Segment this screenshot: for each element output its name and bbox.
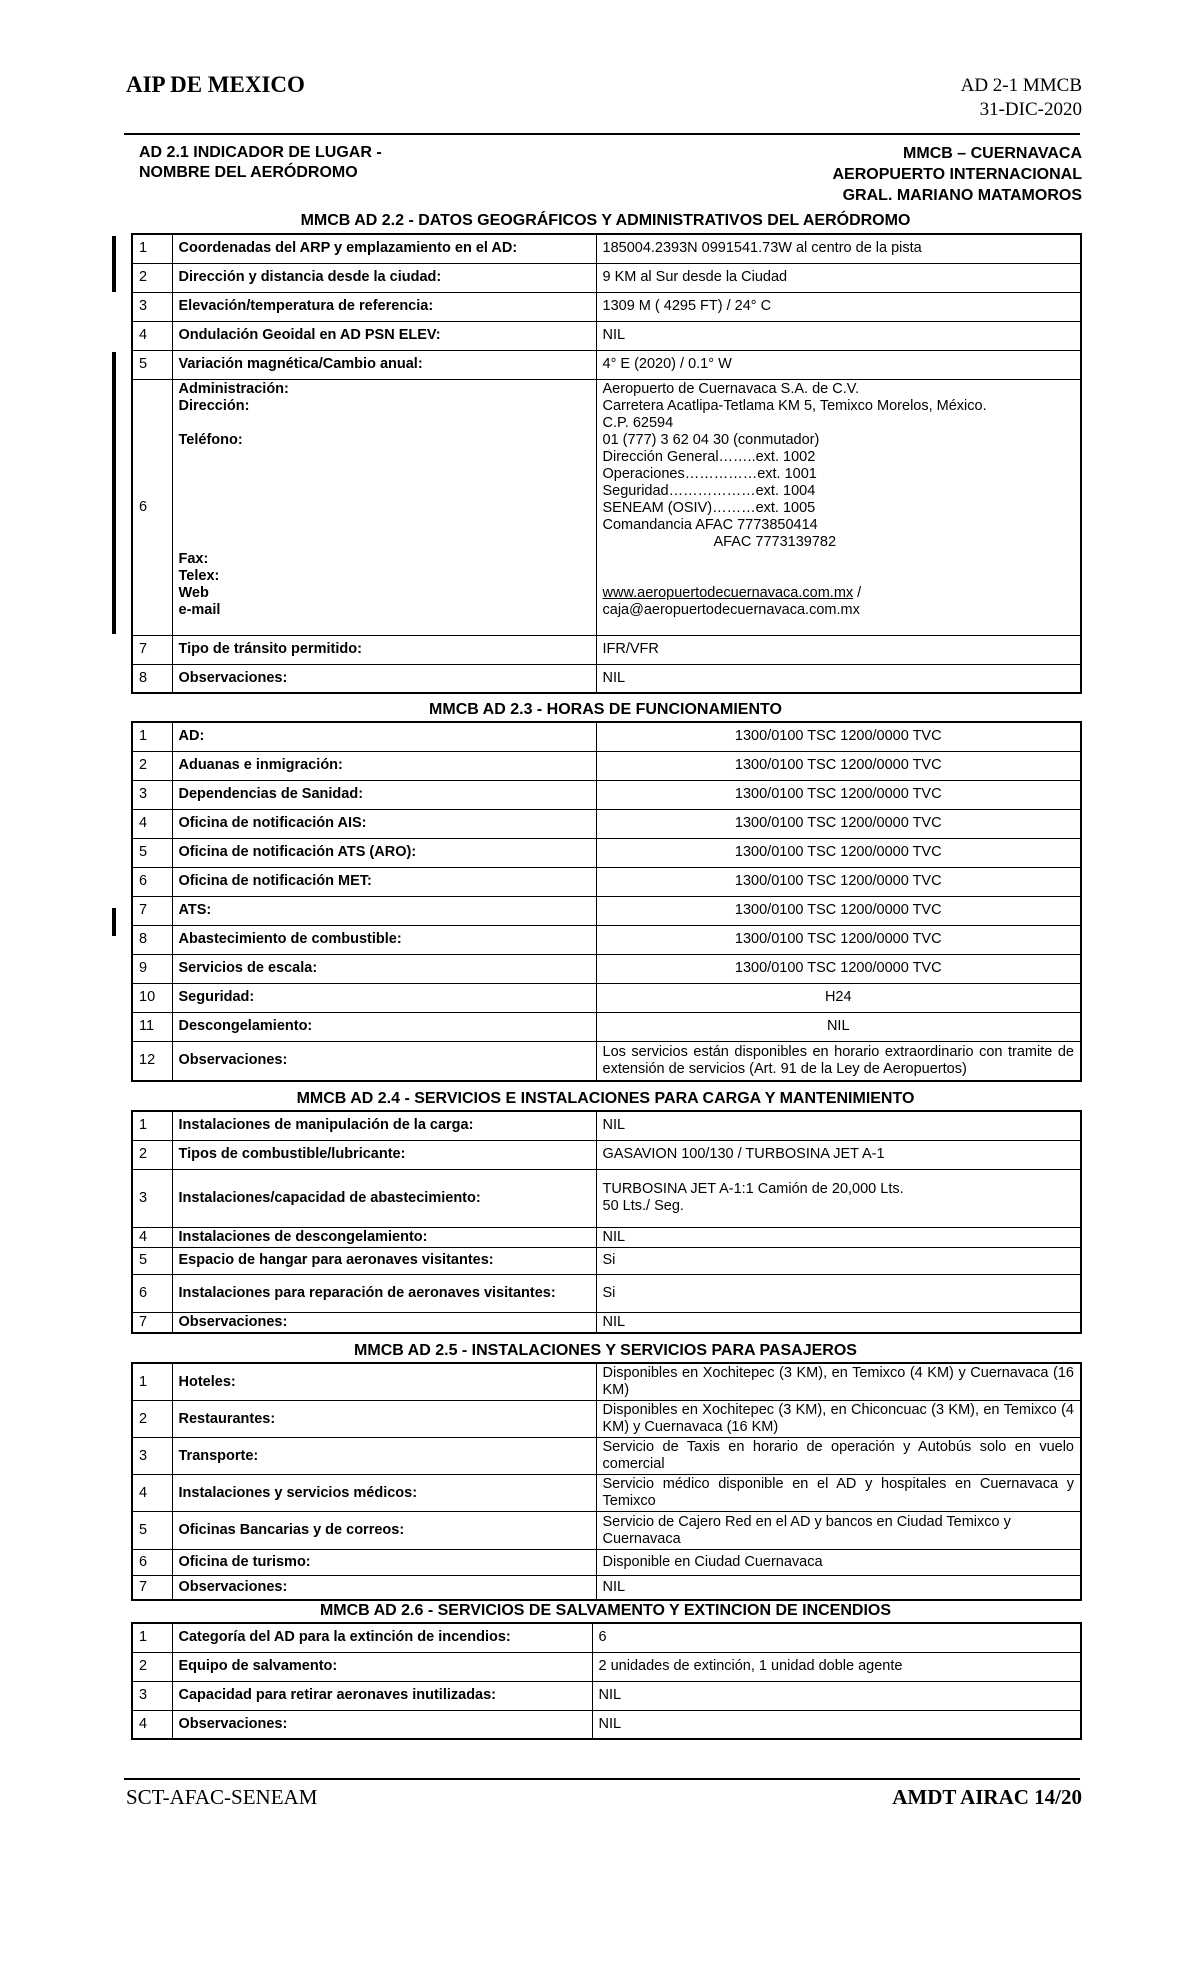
row-label: Ondulación Geoidal en AD PSN ELEV: xyxy=(172,321,596,350)
row-label: Abastecimiento de combustible: xyxy=(172,925,596,954)
table-row xyxy=(132,1012,1081,1041)
page-date: 31-DIC-2020 xyxy=(979,99,1082,120)
section-title-ad26: MMCB AD 2.6 - SERVICIOS DE SALVAMENTO Y EXTINCION DE INCENDIOS xyxy=(319,1602,892,1619)
capacity-line: TURBOSINA JET A-1:1 Camión de 20,000 Lts. xyxy=(602,1181,904,1197)
table-row xyxy=(132,234,1081,263)
row-value: NIL xyxy=(592,1710,1081,1739)
row-number: 3 xyxy=(132,292,172,321)
table-row xyxy=(132,1475,1081,1512)
row-number: 4 xyxy=(132,1475,172,1512)
row-number: 1 xyxy=(132,722,172,751)
row-number: 1 xyxy=(132,1363,172,1401)
row-value: Servicio de Taxis en horario de operación y Autobús solo en vuelo comercial xyxy=(596,1438,1081,1475)
row-number: 2 xyxy=(132,1652,172,1681)
row-label: Variación magnética/Cambio anual: xyxy=(172,350,596,379)
admin-label: Administración: xyxy=(178,380,289,397)
row-number: 4 xyxy=(132,1227,172,1247)
row-number: 3 xyxy=(132,1438,172,1475)
row-value: IFR/VFR xyxy=(596,635,1081,664)
phone-label: Teléfono: xyxy=(178,431,243,448)
row-value: NIL xyxy=(596,1111,1081,1140)
row-number: 7 xyxy=(132,635,172,664)
table-row xyxy=(132,751,1081,780)
row-value: 1300/0100 TSC 1200/0000 TVC xyxy=(596,809,1081,838)
table-row xyxy=(132,809,1081,838)
table-row xyxy=(132,635,1081,664)
row-number: 8 xyxy=(132,925,172,954)
row-number: 10 xyxy=(132,983,172,1012)
row-number: 5 xyxy=(132,838,172,867)
table-ad26 xyxy=(131,1622,1082,1740)
table-row xyxy=(132,1576,1081,1600)
table-row xyxy=(132,896,1081,925)
contact-values xyxy=(596,379,1081,635)
row-number: 9 xyxy=(132,954,172,983)
admin-value: Aeropuerto de Cuernavaca S.A. de C.V. xyxy=(602,380,860,397)
table-row xyxy=(132,1401,1081,1438)
row-number: 2 xyxy=(132,263,172,292)
row-label: Tipos de combustible/lubricante: xyxy=(172,1140,596,1169)
change-bar xyxy=(112,908,116,936)
indicator-heading-line: NOMBRE DEL AERÓDROMO xyxy=(139,164,358,181)
row-label: Transporte: xyxy=(172,1438,596,1475)
row-value: 1300/0100 TSC 1200/0000 TVC xyxy=(596,838,1081,867)
row-value: Disponibles en Xochitepec (3 KM), en Chiconcuac (3 KM), en Temixco (4 KM) y Cuernavaca (16 KM) xyxy=(596,1401,1081,1438)
phone-extension: Seguridad………………ext. 1004 xyxy=(602,482,816,499)
row-label: Capacidad para retirar aeronaves inutilizadas: xyxy=(172,1681,592,1710)
row-number: 5 xyxy=(132,1247,172,1274)
row-label: Oficinas Bancarias y de correos: xyxy=(172,1512,596,1550)
row-value: 1309 M ( 4295 FT) / 24° C xyxy=(596,292,1081,321)
table-row xyxy=(132,780,1081,809)
row-label: Instalaciones/capacidad de abastecimiento: xyxy=(172,1169,596,1227)
row-number: 1 xyxy=(132,234,172,263)
table-row xyxy=(132,1681,1081,1710)
row-number: 2 xyxy=(132,751,172,780)
footer-rule xyxy=(124,1778,1080,1780)
table-row xyxy=(132,321,1081,350)
row-label: Observaciones: xyxy=(172,664,596,693)
table-row xyxy=(132,722,1081,751)
row-number: 4 xyxy=(132,1710,172,1739)
table-row xyxy=(132,925,1081,954)
header-rule xyxy=(124,133,1080,135)
table-row xyxy=(132,867,1081,896)
row-label: Elevación/temperatura de referencia: xyxy=(172,292,596,321)
aerodrome-name-line: MMCB – CUERNAVACA xyxy=(903,145,1082,162)
row-label: Seguridad: xyxy=(172,983,596,1012)
row-number: 3 xyxy=(132,1169,172,1227)
row-label: Observaciones: xyxy=(172,1312,596,1333)
row-label: Observaciones: xyxy=(172,1576,596,1600)
row-value: GASAVION 100/130 / TURBOSINA JET A-1 xyxy=(596,1140,1081,1169)
row-value: 1300/0100 TSC 1200/0000 TVC xyxy=(596,780,1081,809)
aerodrome-name-line: AEROPUERTO INTERNACIONAL xyxy=(832,166,1082,183)
row-label: Instalaciones para reparación de aeronaves visitantes: xyxy=(172,1274,596,1312)
row-label: Tipo de tránsito permitido: xyxy=(172,635,596,664)
phone-extension: SENEAM (OSIV)………ext. 1005 xyxy=(602,499,816,516)
email-label: e-mail xyxy=(178,601,221,618)
row-label: Observaciones: xyxy=(172,1041,596,1081)
row-value: NIL xyxy=(592,1681,1081,1710)
section-title-ad25: MMCB AD 2.5 - INSTALACIONES Y SERVICIOS PARA PASAJEROS xyxy=(354,1342,857,1359)
phone-extension: Comandancia AFAC 7773850414 xyxy=(602,516,818,533)
table-ad22 xyxy=(131,233,1082,694)
footer-publisher: SCT-AFAC-SENEAM xyxy=(126,1785,318,1809)
row-value: 6 xyxy=(592,1623,1081,1652)
aerodrome-name xyxy=(833,143,1083,206)
telex-label: Telex: xyxy=(178,567,220,584)
fax-label: Fax: xyxy=(178,550,209,567)
table-row xyxy=(132,1041,1081,1081)
row-label: Hoteles: xyxy=(172,1363,596,1401)
row-value: Disponibles en Xochitepec (3 KM), en Temixco (4 KM) y Cuernavaca (16 KM) xyxy=(596,1363,1081,1401)
link-separator: / xyxy=(853,584,862,601)
table-row xyxy=(132,1652,1081,1681)
address-value: Carretera Acatlipa-Tetlama KM 5, Temixco Morelos, México. xyxy=(602,397,987,414)
phone-extension: Operaciones……………ext. 1001 xyxy=(602,465,817,482)
row-label: Servicios de escala: xyxy=(172,954,596,983)
row-value: NIL xyxy=(596,1227,1081,1247)
row-number: 5 xyxy=(132,1512,172,1550)
row-label: Aduanas e inmigración: xyxy=(172,751,596,780)
row-value: NIL xyxy=(596,1012,1081,1041)
row-value: 185004.2393N 0991541.73W al centro de la pista xyxy=(596,234,1081,263)
row-value: 9 KM al Sur desde la Ciudad xyxy=(596,263,1081,292)
row-number: 1 xyxy=(132,1623,172,1652)
row-value: H24 xyxy=(596,983,1081,1012)
row-value: 1300/0100 TSC 1200/0000 TVC xyxy=(596,925,1081,954)
section-title-ad22: MMCB AD 2.2 - DATOS GEOGRÁFICOS Y ADMINISTRATIVOS DEL AERÓDROMO xyxy=(300,212,911,229)
row-number: 6 xyxy=(132,1550,172,1576)
phone-extension: Dirección General……..ext. 1002 xyxy=(602,448,816,465)
row-number: 12 xyxy=(132,1041,172,1081)
table-row xyxy=(132,664,1081,693)
table-row-contact xyxy=(132,379,1081,635)
row-label: Restaurantes: xyxy=(172,1401,596,1438)
table-row xyxy=(132,1111,1081,1140)
table-row xyxy=(132,1247,1081,1274)
row-number: 4 xyxy=(132,321,172,350)
table-row xyxy=(132,1363,1081,1401)
row-value: Si xyxy=(596,1247,1081,1274)
table-row xyxy=(132,954,1081,983)
row-number: 5 xyxy=(132,350,172,379)
row-number: 3 xyxy=(132,1681,172,1710)
row-label: Equipo de salvamento: xyxy=(172,1652,592,1681)
row-label: Instalaciones y servicios médicos: xyxy=(172,1475,596,1512)
footer-amendment: AMDT AIRAC 14/20 xyxy=(892,1785,1082,1809)
row-label: Oficina de notificación AIS: xyxy=(172,809,596,838)
row-number: 1 xyxy=(132,1111,172,1140)
table-row xyxy=(132,350,1081,379)
contact-labels xyxy=(172,379,596,635)
table-row xyxy=(132,1169,1081,1227)
row-value: 1300/0100 TSC 1200/0000 TVC xyxy=(596,954,1081,983)
address-label: Dirección: xyxy=(178,397,250,414)
row-value: 1300/0100 TSC 1200/0000 TVC xyxy=(596,896,1081,925)
row-label: Instalaciones de manipulación de la carga: xyxy=(172,1111,596,1140)
location-indicator-heading xyxy=(139,143,382,183)
row-number: 11 xyxy=(132,1012,172,1041)
row-number: 7 xyxy=(132,1576,172,1600)
table-ad24 xyxy=(131,1110,1082,1334)
row-value: NIL xyxy=(596,664,1081,693)
row-number: 7 xyxy=(132,1312,172,1333)
table-row xyxy=(132,1274,1081,1312)
email-value: caja@aeropuertodecuernavaca.com.mx xyxy=(602,601,860,618)
row-value: Si xyxy=(596,1274,1081,1312)
row-label: AD: xyxy=(172,722,596,751)
row-number: 2 xyxy=(132,1140,172,1169)
table-row xyxy=(132,1438,1081,1475)
row-number: 7 xyxy=(132,896,172,925)
row-value: 4° E (2020) / 0.1° W xyxy=(596,350,1081,379)
table-row xyxy=(132,1140,1081,1169)
row-value: Servicio de Cajero Red en el AD y bancos en Ciudad Temixco y Cuernavaca xyxy=(596,1512,1081,1550)
phone-extension: AFAC 7773139782 xyxy=(713,533,837,550)
page-number: AD 2-1 MMCB xyxy=(960,75,1082,96)
row-label: Observaciones: xyxy=(172,1710,592,1739)
table-row xyxy=(132,263,1081,292)
row-value: Disponible en Ciudad Cuernavaca xyxy=(596,1550,1081,1576)
web-label: Web xyxy=(178,584,209,601)
phone-value: 01 (777) 3 62 04 30 (conmutador) xyxy=(602,431,820,448)
row-value: NIL xyxy=(596,1312,1081,1333)
table-row xyxy=(132,1550,1081,1576)
row-value xyxy=(596,1169,1081,1227)
row-label: Oficina de turismo: xyxy=(172,1550,596,1576)
row-number: 8 xyxy=(132,664,172,693)
row-label: Descongelamiento: xyxy=(172,1012,596,1041)
page-reference xyxy=(961,74,1082,122)
row-number: 2 xyxy=(132,1401,172,1438)
row-number: 6 xyxy=(132,379,172,635)
row-number: 6 xyxy=(132,1274,172,1312)
section-title-ad24: MMCB AD 2.4 - SERVICIOS E INSTALACIONES PARA CARGA Y MANTENIMIENTO xyxy=(296,1090,915,1107)
table-ad23 xyxy=(131,721,1082,1082)
row-value: Servicio médico disponible en el AD y hospitales en Cuernavaca y Temixco xyxy=(596,1475,1081,1512)
row-label: Categoría del AD para la extinción de incendios: xyxy=(172,1623,592,1652)
table-ad25 xyxy=(131,1362,1082,1601)
row-value: 1300/0100 TSC 1200/0000 TVC xyxy=(596,722,1081,751)
row-label: Oficina de notificación ATS (ARO): xyxy=(172,838,596,867)
table-row xyxy=(132,1710,1081,1739)
table-row xyxy=(132,1512,1081,1550)
website-link[interactable]: www.aeropuertodecuernavaca.com.mx xyxy=(602,584,854,601)
row-value: 1300/0100 TSC 1200/0000 TVC xyxy=(596,751,1081,780)
row-label: Dirección y distancia desde la ciudad: xyxy=(172,263,596,292)
row-label: Dependencias de Sanidad: xyxy=(172,780,596,809)
row-number: 6 xyxy=(132,867,172,896)
row-label: Espacio de hangar para aeronaves visitantes: xyxy=(172,1247,596,1274)
postal-code-value: C.P. 62594 xyxy=(602,414,674,431)
change-bar xyxy=(112,236,116,292)
row-number: 4 xyxy=(132,809,172,838)
row-number: 3 xyxy=(132,780,172,809)
row-value: 2 unidades de extinción, 1 unidad doble agente xyxy=(592,1652,1081,1681)
table-row xyxy=(132,1227,1081,1247)
table-row xyxy=(132,983,1081,1012)
row-value: Los servicios están disponibles en horario extraordinario con tramite de extensión de servicios (Art. 91 de la Ley de Aeropuertos) xyxy=(596,1041,1081,1081)
row-label: Coordenadas del ARP y emplazamiento en el AD: xyxy=(172,234,596,263)
indicator-heading-line: AD 2.1 INDICADOR DE LUGAR - xyxy=(139,144,382,161)
aerodrome-name-line: GRAL. MARIANO MATAMOROS xyxy=(842,187,1082,204)
table-row xyxy=(132,1623,1081,1652)
section-title-ad23: MMCB AD 2.3 - HORAS DE FUNCIONAMIENTO xyxy=(429,701,782,718)
row-value: 1300/0100 TSC 1200/0000 TVC xyxy=(596,867,1081,896)
table-row xyxy=(132,1312,1081,1333)
row-value: NIL xyxy=(596,1576,1081,1600)
row-label: ATS: xyxy=(172,896,596,925)
capacity-line: 50 Lts./ Seg. xyxy=(602,1198,684,1214)
change-bar xyxy=(112,352,116,634)
row-value: NIL xyxy=(596,321,1081,350)
table-row xyxy=(132,838,1081,867)
document-title: AIP DE MEXICO xyxy=(126,72,305,97)
row-label: Instalaciones de descongelamiento: xyxy=(172,1227,596,1247)
row-label: Oficina de notificación MET: xyxy=(172,867,596,896)
table-row xyxy=(132,292,1081,321)
